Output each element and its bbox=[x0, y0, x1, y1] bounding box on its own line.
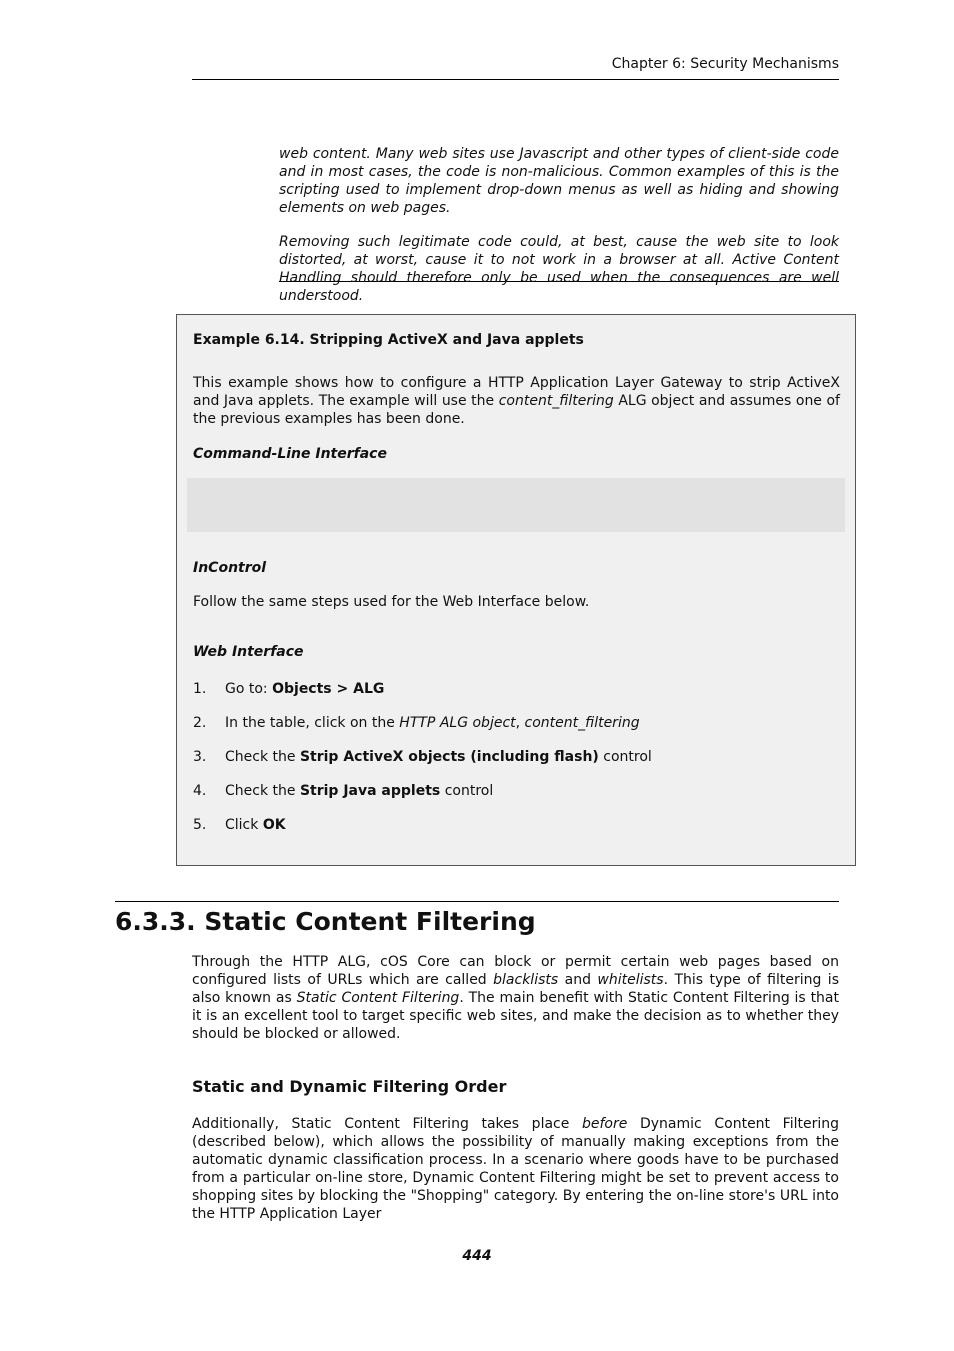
control-name: Strip Java applets bbox=[299, 783, 441, 799]
menu-path: Objects > ALG bbox=[272, 681, 385, 697]
step-text: Click OK bbox=[225, 817, 286, 833]
step-text: Check the Strip ActiveX objects (including flash) control bbox=[225, 749, 652, 765]
page-number: 444 bbox=[462, 1248, 492, 1264]
button-name: OK bbox=[262, 817, 286, 833]
intro-text: ALG object and assumes one of the previous examples has been done. bbox=[193, 393, 840, 427]
intro-object-name: content_filtering bbox=[498, 393, 614, 409]
step-item bbox=[193, 748, 833, 782]
example-intro bbox=[193, 374, 840, 428]
section-divider bbox=[115, 901, 839, 902]
subsection-title: Static and Dynamic Filtering Order bbox=[192, 1077, 507, 1096]
step-number: 4. bbox=[193, 783, 207, 799]
object-name: content_filtering bbox=[524, 715, 640, 731]
term-whitelists: whitelists bbox=[597, 972, 664, 988]
step-item bbox=[193, 782, 833, 816]
step-item bbox=[193, 816, 833, 850]
step-text: In the table, click on the HTTP ALG object, content_filtering bbox=[225, 715, 640, 731]
chapter-title: Chapter 6: Security Mechanisms bbox=[611, 56, 839, 72]
note-paragraph: web content. Many web sites use Javascript and other types of client-side code and in most cases, the code is non-malicious. Common examples of this is the scripting used to implement drop-down menus as well as hiding and showing elements on web pages. bbox=[279, 146, 839, 216]
caution-note bbox=[279, 145, 839, 304]
incontrol-text: Follow the same steps used for the Web Interface below. bbox=[193, 594, 590, 610]
step-text: Go to: Objects > ALG bbox=[225, 681, 385, 697]
term-before: before bbox=[581, 1116, 628, 1132]
control-name: Strip ActiveX objects (including flash) bbox=[299, 749, 599, 765]
example-title: Example 6.14. Stripping ActiveX and Java applets bbox=[193, 332, 584, 348]
running-header bbox=[192, 54, 839, 80]
cli-code-block bbox=[187, 478, 845, 532]
section-paragraph: Through the HTTP ALG, cOS Core can block or permit certain web pages based on configured lists of URLs which are called blacklists and whitelists. This type of filtering is also known as Static Content Filtering. The main benefit with Static Content Filtering is that it is an excellent tool to target specific web sites, and make the decision as to whether they should be blocked or allowed. bbox=[192, 954, 839, 1042]
step-item bbox=[193, 714, 833, 748]
note-paragraph: Removing such legitimate code could, at best, cause the web site to look distorted, at worst, cause it to not work in a browser at all. Active Content Handling should therefore only be used when the consequences are well understood. bbox=[279, 234, 839, 304]
step-number: 2. bbox=[193, 715, 207, 731]
web-interface-heading: Web Interface bbox=[193, 644, 304, 660]
step-number: 5. bbox=[193, 817, 207, 833]
step-text: Check the Strip Java applets control bbox=[225, 783, 494, 799]
object-type: HTTP ALG object bbox=[399, 715, 516, 731]
example-box bbox=[176, 314, 856, 866]
section-title: 6.3.3. Static Content Filtering bbox=[115, 907, 536, 936]
intro-text: This example shows how to configure a HTTP Application Layer Gateway to strip ActiveX and Java applets. The example will use the bbox=[193, 375, 840, 409]
step-number: 3. bbox=[193, 749, 207, 765]
step-item bbox=[193, 680, 833, 714]
section-paragraph: Additionally, Static Content Filtering takes place before Dynamic Content Filtering (described below), which allows the possibility of manually making exceptions from the automatic dynamic classification process. In a scenario where goods have to be purchased from a particular on-line store, Dynamic Content Filtering might be set to prevent access to shopping sites by blocking the "Shopping" category. By entering the on-line store's URL into the HTTP Application Layer bbox=[192, 1116, 839, 1222]
term-blacklists: blacklists bbox=[493, 972, 559, 988]
term-static-content-filtering: Static Content Filtering bbox=[296, 990, 460, 1006]
cli-heading: Command-Line Interface bbox=[193, 446, 387, 462]
steps-list bbox=[193, 680, 833, 850]
step-number: 1. bbox=[193, 681, 207, 697]
incontrol-heading: InControl bbox=[193, 560, 267, 576]
